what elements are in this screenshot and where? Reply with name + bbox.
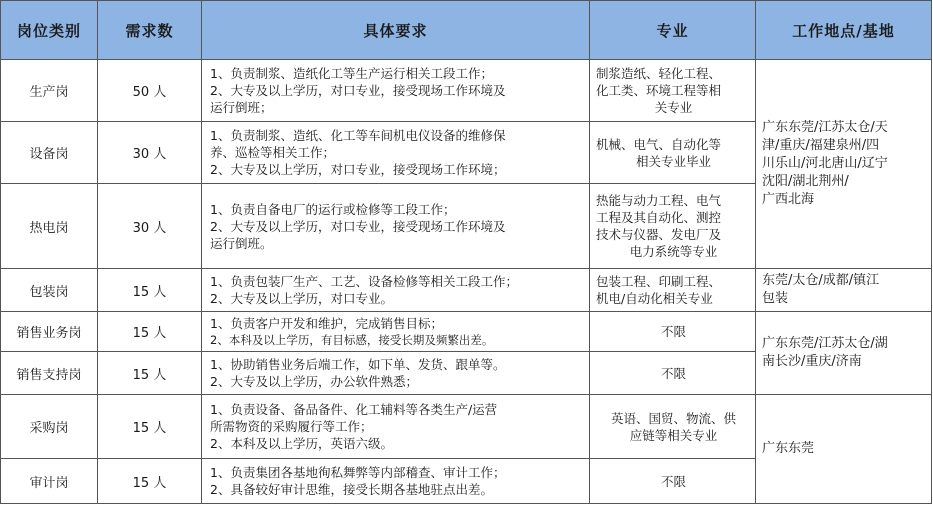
major-line: 英语、国贸、物流、供 [610, 410, 736, 426]
table-header-row [1, 1, 932, 60]
job-type: 生产岗 [1, 60, 98, 122]
job-count: 50 人 [98, 60, 202, 122]
header-type: 岗位类别 [1, 1, 98, 60]
req-line: 2、大专及以上学历，对口专业。 [210, 291, 393, 306]
req-line: 1、负责设备、备品备件、化工辅料等各类生产/运营 [210, 402, 498, 417]
location-line: 沈阳/湖北荆州/ [762, 174, 849, 189]
req-line: 2、大专及以上学历，对口专业，接受现场工作环境； [210, 162, 506, 177]
location-line: 广西北海 [762, 192, 815, 207]
header-count: 需求数 [98, 1, 202, 60]
header-location: 工作地点/基地 [756, 1, 932, 60]
job-count: 30 人 [98, 184, 202, 269]
req-line: 2、本科及以上学历，有目标感，接受长期及频繁出差。 [210, 332, 494, 347]
job-type: 采购岗 [1, 395, 98, 459]
location-line: 东莞/太仓/成都/镇江 [762, 273, 880, 288]
location-line: 川乐山/河北唐山/辽宁 [762, 156, 888, 171]
location-line: 南长沙/重庆/济南 [762, 354, 862, 369]
req-line: 2、大专及以上学历，对口专业，接受现场工作环境及 [210, 218, 506, 234]
job-type: 设备岗 [1, 122, 98, 184]
job-major [590, 184, 756, 269]
job-requirements [202, 312, 590, 352]
job-major: 不限 [590, 459, 756, 504]
major-line: 制浆造纸、轻化工程、 [596, 66, 722, 81]
job-major [590, 60, 756, 122]
job-requirements [202, 184, 590, 269]
table-row [1, 312, 932, 352]
job-major: 不限 [590, 312, 756, 352]
req-line: 1、负责自备电厂的运行或检修等工段工作； [210, 201, 456, 217]
table-row [1, 395, 932, 459]
table-row [1, 60, 932, 122]
job-requirements [202, 269, 590, 312]
req-line: 养、巡检等相关工作； [210, 145, 336, 160]
header-requirements: 具体要求 [202, 1, 590, 60]
req-line: 1、负责制浆、造纸化工等生产运行相关工段工作； [210, 66, 493, 81]
job-type: 包装岗 [1, 269, 98, 312]
major-line: 技术与仪器、发电厂及 [596, 227, 722, 242]
location-line: 广东东莞/江苏太仓/天 [762, 120, 888, 135]
job-major: 不限 [590, 352, 756, 395]
req-line: 1、负责制浆、造纸、化工等车间机电仪设备的维修保 [210, 128, 506, 143]
req-line: 所需物资的采购履行等工作； [210, 419, 373, 434]
req-line: 2、具备较好审计思维，接受长期各基地驻点出差。 [210, 482, 493, 497]
job-type: 审计岗 [1, 459, 98, 504]
req-line: 运行倒班。 [210, 235, 273, 251]
major-line: 热能与动力工程、电气 [596, 193, 722, 208]
job-count: 15 人 [98, 352, 202, 395]
work-location-group3 [756, 312, 932, 395]
job-major [590, 122, 756, 184]
major-line: 工程及其自动化、测控 [596, 210, 722, 225]
major-line: 电力系统等专业 [629, 244, 718, 259]
job-requirements [202, 352, 590, 395]
job-count: 15 人 [98, 312, 202, 352]
job-major [590, 395, 756, 459]
location-line: 津/重庆/福建泉州/四 [762, 138, 880, 153]
major-line: 包装工程、印刷工程、 [596, 274, 722, 289]
job-type: 销售支持岗 [1, 352, 98, 395]
req-line: 1、负责包装厂生产、工艺、设备检修等相关工段工作； [210, 274, 518, 289]
req-line: 2、大专及以上学历，办公软件熟悉； [210, 374, 418, 389]
major-line: 关专业 [654, 100, 693, 115]
req-line: 2、大专及以上学历，对口专业，接受现场工作环境及 [210, 83, 506, 98]
header-major: 专业 [590, 1, 756, 60]
table-row [1, 269, 932, 312]
location-line: 广东东莞 [762, 441, 815, 456]
job-count: 30 人 [98, 122, 202, 184]
job-requirements [202, 395, 590, 459]
req-line: 运行倒班； [210, 100, 273, 115]
job-major [590, 269, 756, 312]
work-location-group4 [756, 395, 932, 504]
work-location-group1 [756, 60, 932, 269]
location-line: 广东东莞/江苏太仓/湖 [762, 336, 888, 351]
work-location-group2 [756, 269, 932, 312]
major-line: 相关专业毕业 [635, 153, 711, 169]
job-requirements [202, 60, 590, 122]
job-type: 热电岗 [1, 184, 98, 269]
location-line: 包装 [762, 291, 789, 306]
job-type: 销售业务岗 [1, 312, 98, 352]
req-line: 1、负责集团各基地徇私舞弊等内部稽查、审计工作； [210, 465, 506, 480]
job-requirements [202, 459, 590, 504]
req-line: 1、协助销售业务后端工作，如下单、发货、跟单等。 [210, 357, 506, 372]
major-line: 机电/自动化相关专业 [596, 291, 713, 306]
req-line: 1、负责客户开发和维护，完成销售目标； [210, 315, 443, 331]
job-count: 15 人 [98, 395, 202, 459]
job-count: 15 人 [98, 269, 202, 312]
job-count: 15 人 [98, 459, 202, 504]
req-line: 2、本科及以上学历，英语六级。 [210, 436, 393, 451]
major-line: 化工类、环境工程等相 [596, 83, 722, 98]
major-line: 机械、电气、自动化等 [596, 136, 722, 152]
major-line: 应链等相关专业 [629, 427, 718, 443]
job-requirements [202, 122, 590, 184]
